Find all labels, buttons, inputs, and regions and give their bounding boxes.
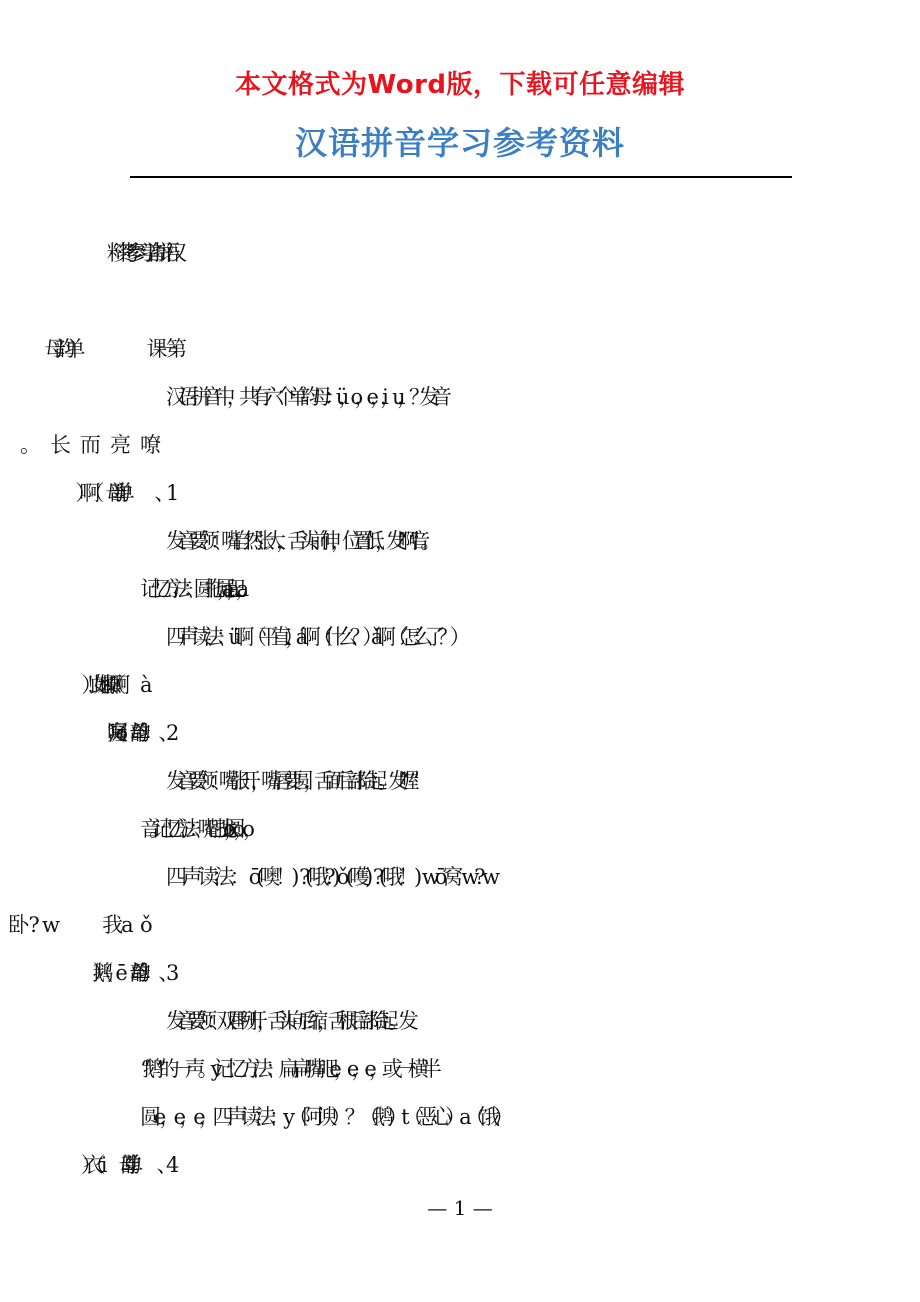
paragraph-line: 四声读法： ō(噢！) ?(哦? ) ǒ (嚄) ?(哦！) wō窝 w? w — [166, 865, 495, 889]
doc-title — [166, 238, 920, 268]
page-number: — 1 — — [427, 1196, 493, 1220]
format-banner: 本文格式为Word版，下载可任意编辑 — [234, 70, 686, 100]
paragraph-line: 汉语拼音中，共有六个单韵母：ü ，o，e，i，u，？ 发音 — [166, 385, 444, 409]
section-heading — [166, 1150, 920, 1180]
paragraph-line — [140, 910, 920, 940]
section-heading — [166, 958, 920, 988]
lesson-heading — [166, 334, 920, 364]
paragraph-line: 四声读法：ü啊（平直）， á啊（什么？） ǎ啊（怎么了？） — [166, 625, 463, 649]
paragraph-line: 音。 记忆方法：嘴巴拢圆 o，o，o， — [140, 817, 252, 841]
paragraph-line: 发音要领：双唇咧开，舌头向后缩，舌根后部抬起。发 — [166, 1009, 408, 1033]
paragraph-line: 圆 e，e，e， 四声读法：y（阿谀）？（鹅）t（恶心）a（饿） — [140, 1105, 508, 1129]
paragraph-line: 记忆方法：圆拖尾巴 a ，a ，a ， — [140, 577, 246, 601]
paragraph-line: “鹅”的一声。y 记忆方法：扁扁嘴吧 e，e，e，或一横半 — [140, 1057, 434, 1081]
paragraph-line — [140, 670, 920, 700]
paragraph-line: 发音要领：嘴张开，嘴唇要圆，舌面后部抬起。发“喔” — [166, 769, 410, 793]
section-heading — [166, 718, 920, 748]
section-heading — [166, 478, 920, 508]
paragraph-line — [140, 430, 920, 460]
document-header-title: 汉语拼音学习参考资料 — [294, 124, 625, 162]
header-divider — [130, 176, 792, 178]
paragraph-line: 发音要领：嘴自然张大，舌头前伸，位置低，发“啊”音。 — [166, 529, 432, 553]
